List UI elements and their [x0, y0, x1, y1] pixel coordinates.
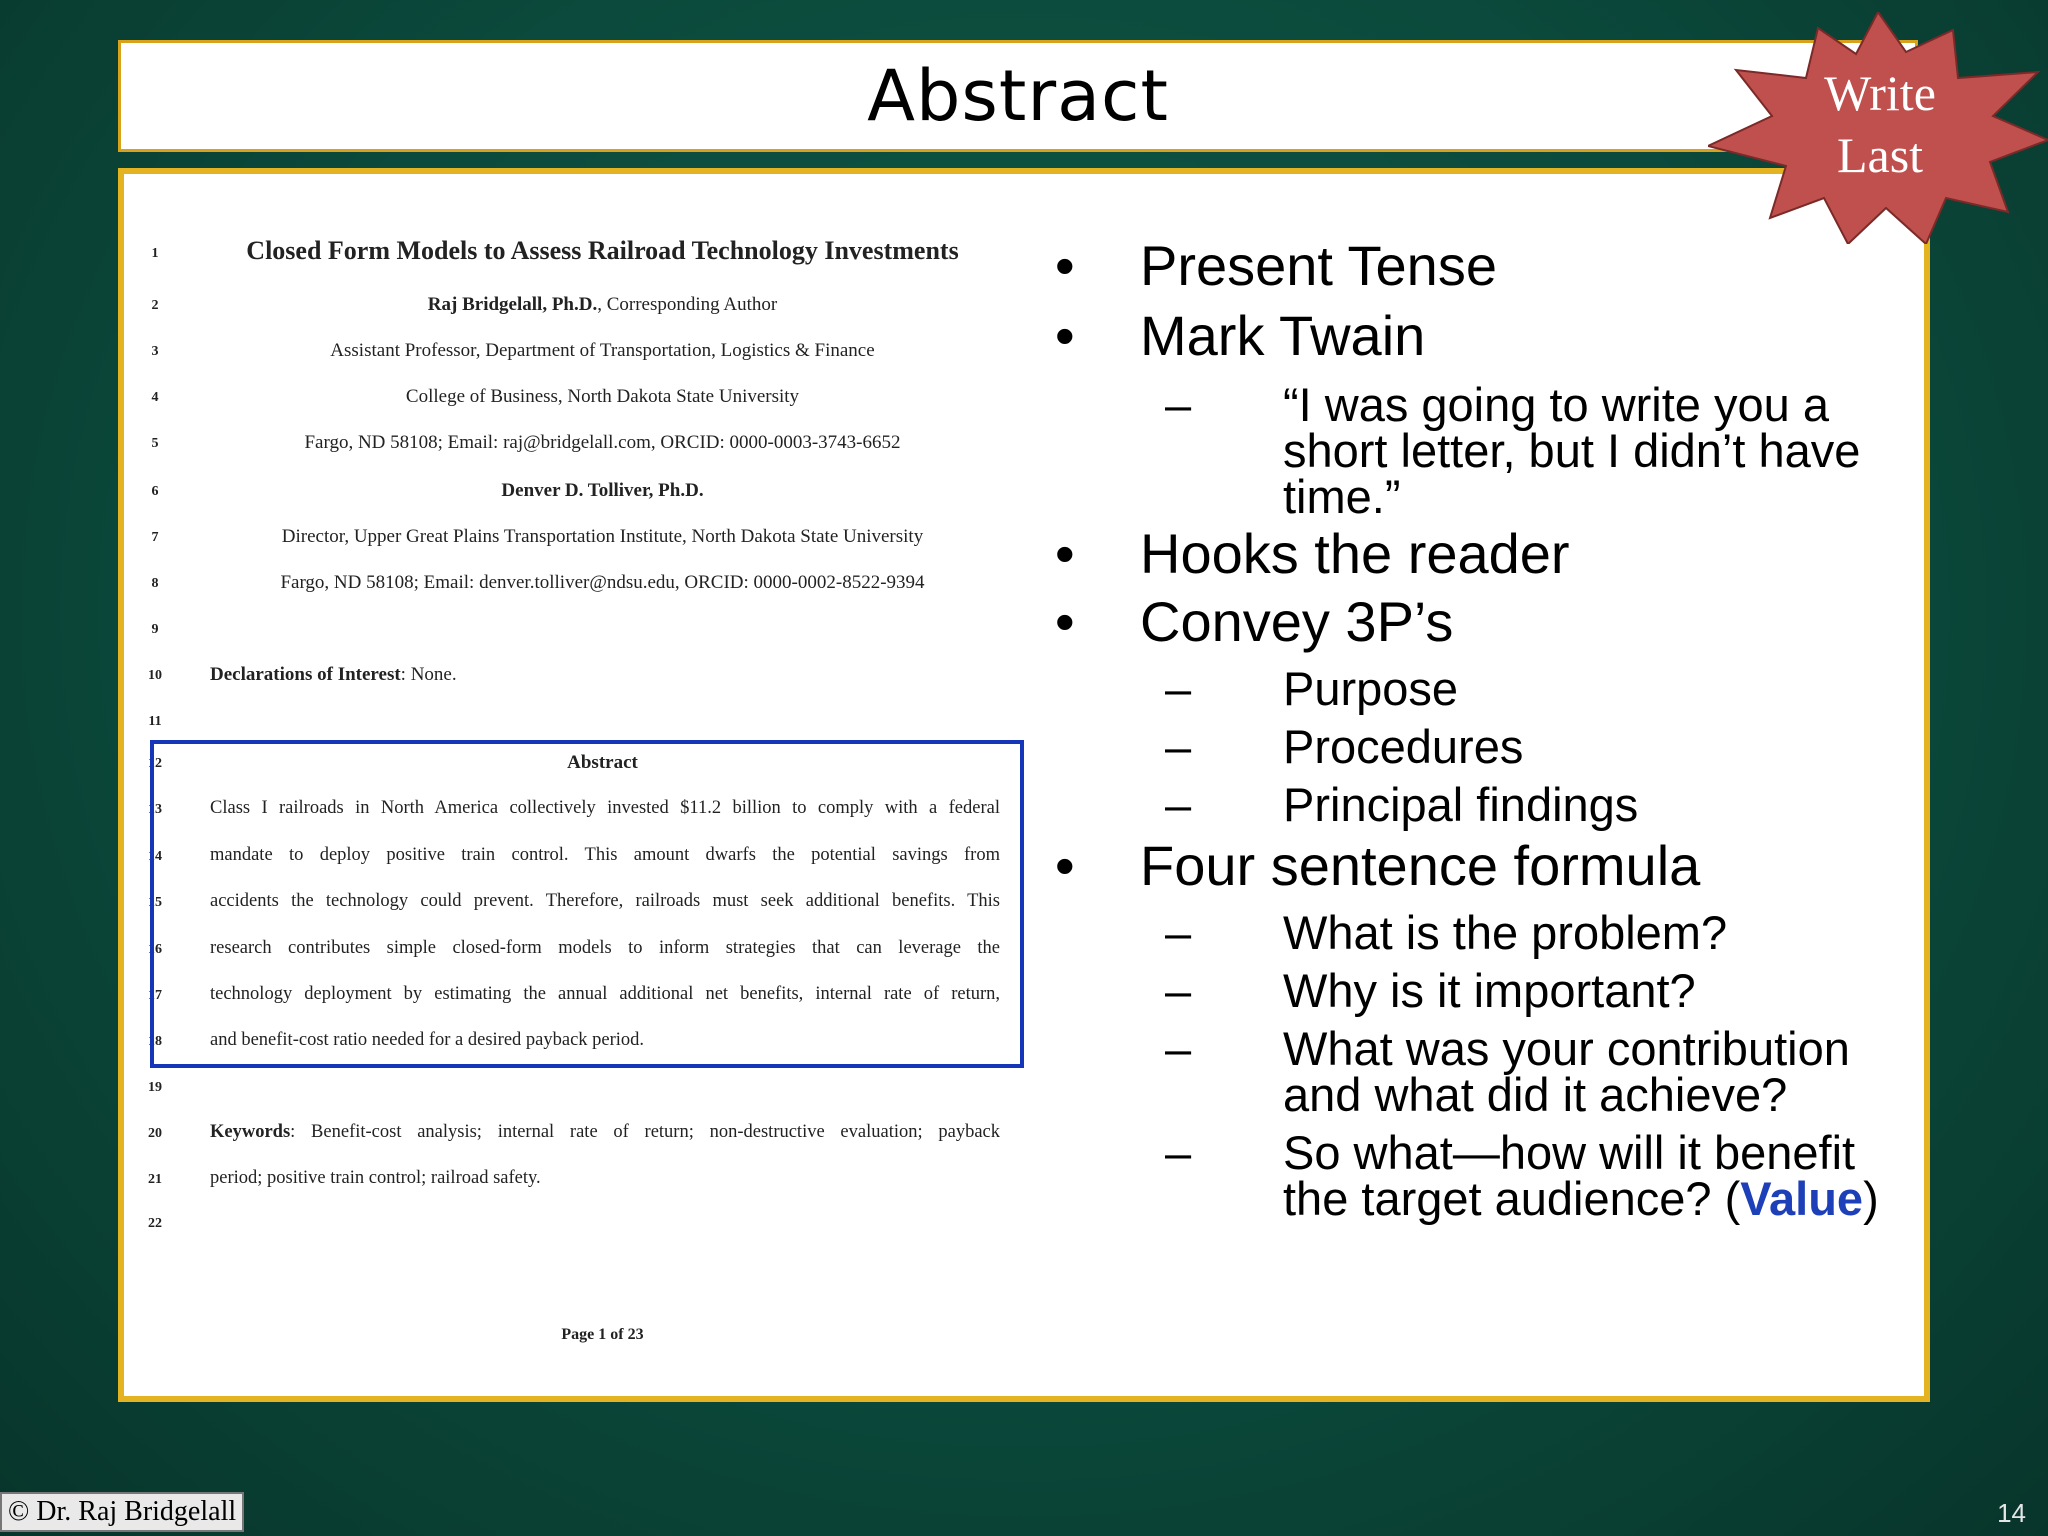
- line-number: 1: [151, 246, 159, 261]
- bullet-dot: •: [1055, 834, 1075, 897]
- bullet-text: Convey 3P’s: [1140, 590, 1454, 653]
- bullet-dash: –: [1165, 720, 1192, 773]
- write-last-label: [1795, 62, 1965, 186]
- sub-bullet-text: Procedures: [1283, 720, 1524, 773]
- line-number: 2: [151, 298, 159, 313]
- bullet-dot: •: [1055, 234, 1075, 297]
- paper-title: Closed Form Models to Assess Railroad Technology Investments: [246, 236, 959, 265]
- value-emphasis: Value: [1740, 1172, 1864, 1225]
- line-text: Fargo, ND 58108; Email: denver.tolliver@ndsu.edu, ORCID: 0000-0002-8522-9394: [280, 572, 925, 593]
- line-text: Fargo, ND 58108; Email: raj@bridgelall.com, ORCID: 0000-0003-3743-6652: [304, 432, 901, 453]
- line-number: 14: [148, 849, 162, 864]
- line-number: 4: [151, 390, 159, 405]
- keywords-label: Keywords: [210, 1122, 291, 1142]
- abstract-text-line: research contributes simple closed-form models to inform strategies that can leverage the: [210, 938, 1000, 958]
- sub-bullet-text-part: ): [1863, 1172, 1879, 1225]
- keywords-value: : Benefit-cost analysis; internal rate of return; non-destructive evaluation; payback: [290, 1122, 1000, 1142]
- author-line: [210, 294, 995, 316]
- line-number: 16: [148, 942, 162, 957]
- sub-bullet-text: Principal findings: [1283, 778, 1639, 831]
- line-number: 11: [148, 714, 162, 729]
- author-role: , Corresponding Author: [597, 294, 778, 315]
- declarations-line: [210, 664, 1000, 686]
- bullet-dot: •: [1055, 590, 1075, 653]
- sub-bullet-text: Purpose: [1283, 662, 1459, 715]
- author-name: Raj Bridgelall, Ph.D.: [427, 294, 598, 315]
- line-number: 7: [151, 530, 159, 545]
- slide-title-bar: [118, 40, 1918, 152]
- line-number: 17: [148, 988, 162, 1003]
- abstract-highlight-box: [150, 740, 1024, 1068]
- abstract-text-line: Class I railroads in North America collectively invested $11.2 billion to comply with a federal: [210, 798, 1000, 818]
- line-number: 13: [148, 802, 162, 817]
- declarations-label: Declarations of Interest: [210, 664, 401, 685]
- slide-number: 14: [1997, 1498, 2026, 1528]
- line-number: 21: [148, 1172, 162, 1187]
- line-number: 18: [148, 1034, 162, 1049]
- bullet-text: Present Tense: [1140, 234, 1497, 297]
- line-number: 9: [151, 622, 159, 637]
- line-text: College of Business, North Dakota State University: [405, 386, 800, 407]
- bullet-dash: –: [1165, 778, 1192, 831]
- line-number: 3: [151, 344, 159, 359]
- badge-line-2: Last: [1836, 127, 1924, 183]
- bullet-dash: –: [1165, 378, 1192, 431]
- line-text: Assistant Professor, Department of Transportation, Logistics & Finance: [330, 340, 875, 361]
- sub-bullet-text: What is the problem?: [1283, 906, 1728, 959]
- bullet-dash: –: [1165, 964, 1192, 1017]
- line-number: 6: [151, 484, 159, 499]
- line-number: 20: [148, 1126, 162, 1141]
- bullet-text: Hooks the reader: [1140, 522, 1570, 585]
- abstract-heading: Abstract: [567, 752, 638, 773]
- bullet-dot: •: [1055, 304, 1075, 367]
- coauthor-name: Denver D. Tolliver, Ph.D.: [501, 480, 704, 501]
- sub-bullet-text: “I was going to write you a: [1283, 378, 1829, 431]
- sub-bullet-text: time.”: [1283, 470, 1401, 523]
- bullet-dash: –: [1165, 1126, 1192, 1179]
- page-footer: Page 1 of 23: [561, 1326, 644, 1343]
- abstract-text-line: technology deployment by estimating the annual additional net benefits, internal rate of return,: [210, 984, 1000, 1004]
- declarations-value: : None.: [400, 664, 457, 685]
- abstract-text-line: and benefit-cost ratio needed for a desired payback period.: [210, 1030, 645, 1050]
- line-number: 5: [151, 436, 159, 451]
- sub-bullet-text: and what did it achieve?: [1283, 1068, 1788, 1121]
- copyright-label: © Dr. Raj Bridgelall: [0, 1492, 244, 1532]
- sub-bullet-text: What was your contribution: [1283, 1022, 1850, 1075]
- sub-bullet-text-part: the target audience? (: [1283, 1172, 1741, 1225]
- line-number: 22: [148, 1216, 162, 1231]
- sub-bullet-text: [1283, 1172, 1879, 1225]
- sub-bullet-text: Why is it important?: [1283, 964, 1696, 1017]
- line-number: 10: [148, 668, 162, 683]
- slide-title: Abstract: [867, 55, 1169, 137]
- bullet-text: Mark Twain: [1140, 304, 1426, 367]
- line-number: 12: [148, 756, 162, 771]
- bullet-text: Four sentence formula: [1140, 834, 1701, 897]
- bullet-dash: –: [1165, 662, 1192, 715]
- line-number: 8: [151, 576, 159, 591]
- keywords-line: period; positive train control; railroad safety.: [210, 1168, 541, 1188]
- abstract-text-line: accidents the technology could prevent. Therefore, railroads must seek additional benefits. This: [210, 891, 1000, 911]
- keywords-line: [210, 1122, 1000, 1143]
- line-text: Director, Upper Great Plains Transportation Institute, North Dakota State University: [281, 526, 924, 547]
- sub-bullet-text: So what—how will it benefit: [1283, 1126, 1856, 1179]
- sub-bullet-text: short letter, but I didn’t have: [1283, 424, 1861, 477]
- bullet-dash: –: [1165, 1022, 1192, 1075]
- line-number: 15: [148, 895, 162, 910]
- line-number: 19: [148, 1080, 162, 1095]
- abstract-text-line: mandate to deploy positive train control. This amount dwarfs the potential savings from: [210, 845, 1000, 865]
- bullet-dash: –: [1165, 906, 1192, 959]
- badge-line-1: Write: [1824, 65, 1936, 121]
- bullet-dot: •: [1055, 522, 1075, 585]
